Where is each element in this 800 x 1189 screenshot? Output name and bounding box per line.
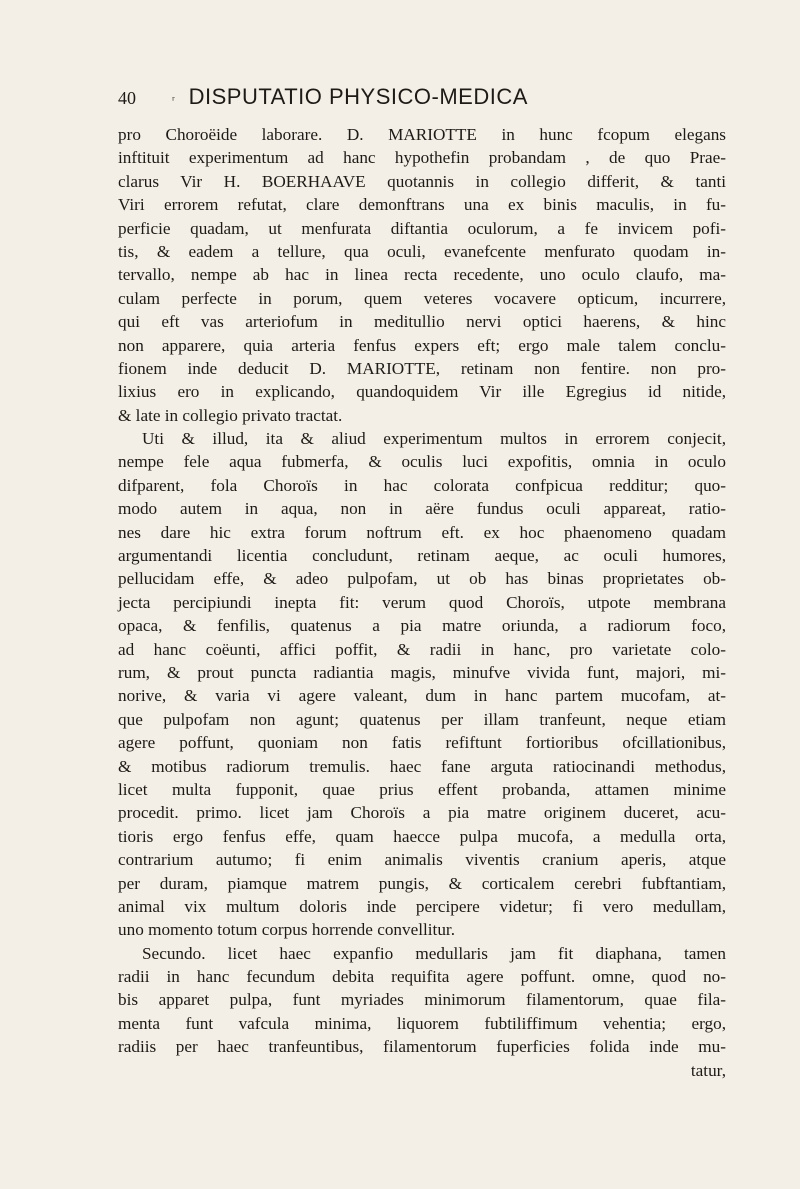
text-line: menta funt vafcula minima, liquorem fubtiliffimum vehentia; ergo, xyxy=(118,1013,726,1033)
text-line: procedit. primo. licet jam Choroïs a pia matre originem duceret, acu- xyxy=(118,803,726,823)
text-line: inftituit experimentum ad hanc hypothefin probandam , de quo Prae- xyxy=(118,148,726,168)
page-header xyxy=(118,84,678,110)
text-line: qui eft vas arteriofum in meditullio nervi optici haerens, & hinc xyxy=(118,312,726,332)
text-line: ad hanc coëunti, affici poffit, & radii in hanc, pro varietate colo- xyxy=(118,639,726,659)
text-line: Viri errorem refutat, clare demonftrans una ex binis maculis, in fu- xyxy=(118,195,726,215)
text-line: tioris ergo fenfus effe, quam haecce pulpa mucofa, a medulla orta, xyxy=(118,826,726,846)
text-line: Uti & illud, ita & aliud experimentum multos in errorem conjecit, xyxy=(142,429,726,449)
running-title: DISPUTATIO PHYSICO-MEDICA xyxy=(188,84,528,109)
text-line: opaca, & fenfilis, quatenus a pia matre oriunda, a radiorum foco, xyxy=(118,616,726,636)
text-line: clarus Vir H. BOERHAAVE quotannis in collegio differit, & tanti xyxy=(118,171,726,191)
text-line: jecta percipiundi inepta fit: verum quod Choroïs, utpote membrana xyxy=(118,592,726,612)
text-line: modo autem in aqua, non in aëre fundus oculi appareat, ratio- xyxy=(118,499,726,519)
text-line: non apparere, quia arteria fenfus expers eft; ergo male talem conclu- xyxy=(118,335,726,355)
page-number: 40 xyxy=(118,88,136,108)
text-line: animal vix multum doloris inde percipere videtur; fi vero medullam, xyxy=(118,896,726,916)
text-line: Secundo. licet haec expanfio medullaris jam fit diaphana, tamen xyxy=(142,943,726,963)
text-line: contrarium autumo; fi enim animalis viventis cranium aperis, atque xyxy=(118,850,726,870)
text-line: rum, & prout puncta radiantia magis, minufve vivida funt, majori, mi- xyxy=(118,662,726,682)
text-line: radii in hanc fecundum debita requifita agere poffunt. omne, quod no- xyxy=(118,967,726,987)
text-line: lixius ero in explicando, quandoquidem Vir ille Egregius id nitide, xyxy=(118,382,726,402)
text-line: agere poffunt, quoniam non fatis refiftunt fortioribus ofcillationibus, xyxy=(118,733,726,753)
text-line: tis, & eadem a tellure, qua oculi, evanefcente menfurato quodam in- xyxy=(118,241,726,261)
text-line: radiis per haec tranfeuntibus, filamentorum fuperficies folida inde mu- xyxy=(118,1037,726,1057)
text-line: & late in collegio privato tractat. xyxy=(118,405,343,425)
text-line: nempe fele aqua fubmerfa, & oculis luci expofitis, omnia in oculo xyxy=(118,452,726,472)
text-line: que pulpofam non agunt; quatenus per illam tranfeunt, neque etiam xyxy=(118,709,726,729)
text-line: per duram, piamque matrem pungis, & corticalem cerebri fubftantiam, xyxy=(118,873,726,893)
text-line: nes dare hic extra forum noftrum eft. ex hoc phaenomeno quadam xyxy=(118,522,726,542)
text-line: tervallo, nempe ab hac in linea recta recedente, uno oculo claufo, ma- xyxy=(118,265,726,285)
text-line: bis apparet pulpa, funt myriades minimorum filamentorum, quae fila- xyxy=(118,990,726,1010)
text-line: culam perfecte in porum, quem veteres vocavere opticum, incurrere, xyxy=(118,288,726,308)
text-body xyxy=(118,123,726,1082)
text-line: fionem inde deducit D. MARIOTTE, retinam non fentire. non pro- xyxy=(118,358,726,378)
printer-mark: ʳ xyxy=(172,93,175,107)
text-line: norive, & varia vi agere valeant, dum in hanc partem mucofam, at- xyxy=(118,686,726,706)
text-line: pellucidam effe, & adeo pulpofam, ut ob has binas proprietates ob- xyxy=(118,569,726,589)
text-line: uno momento totum corpus horrende convellitur. xyxy=(118,920,456,940)
text-line: pro Choroëide laborare. D. MARIOTTE in hunc fcopum elegans xyxy=(118,125,726,144)
text-line: argumentandi licentia concludunt, retinam aeque, ac oculi humores, xyxy=(118,546,726,566)
text-line: perficie quadam, ut menfurata diftantia oculorum, a fe invicem pofi- xyxy=(118,218,726,238)
text-line: licet multa fupponit, quae prius effent probanda, attamen minime xyxy=(118,779,726,799)
text-line: & motibus radiorum tremulis. haec fane arguta ratiocinandi methodus, xyxy=(118,756,726,776)
text-line: difparent, fola Choroïs in hac colorata confpicua redditur; quo- xyxy=(118,475,726,495)
catchword-line: tatur, xyxy=(690,1060,726,1080)
